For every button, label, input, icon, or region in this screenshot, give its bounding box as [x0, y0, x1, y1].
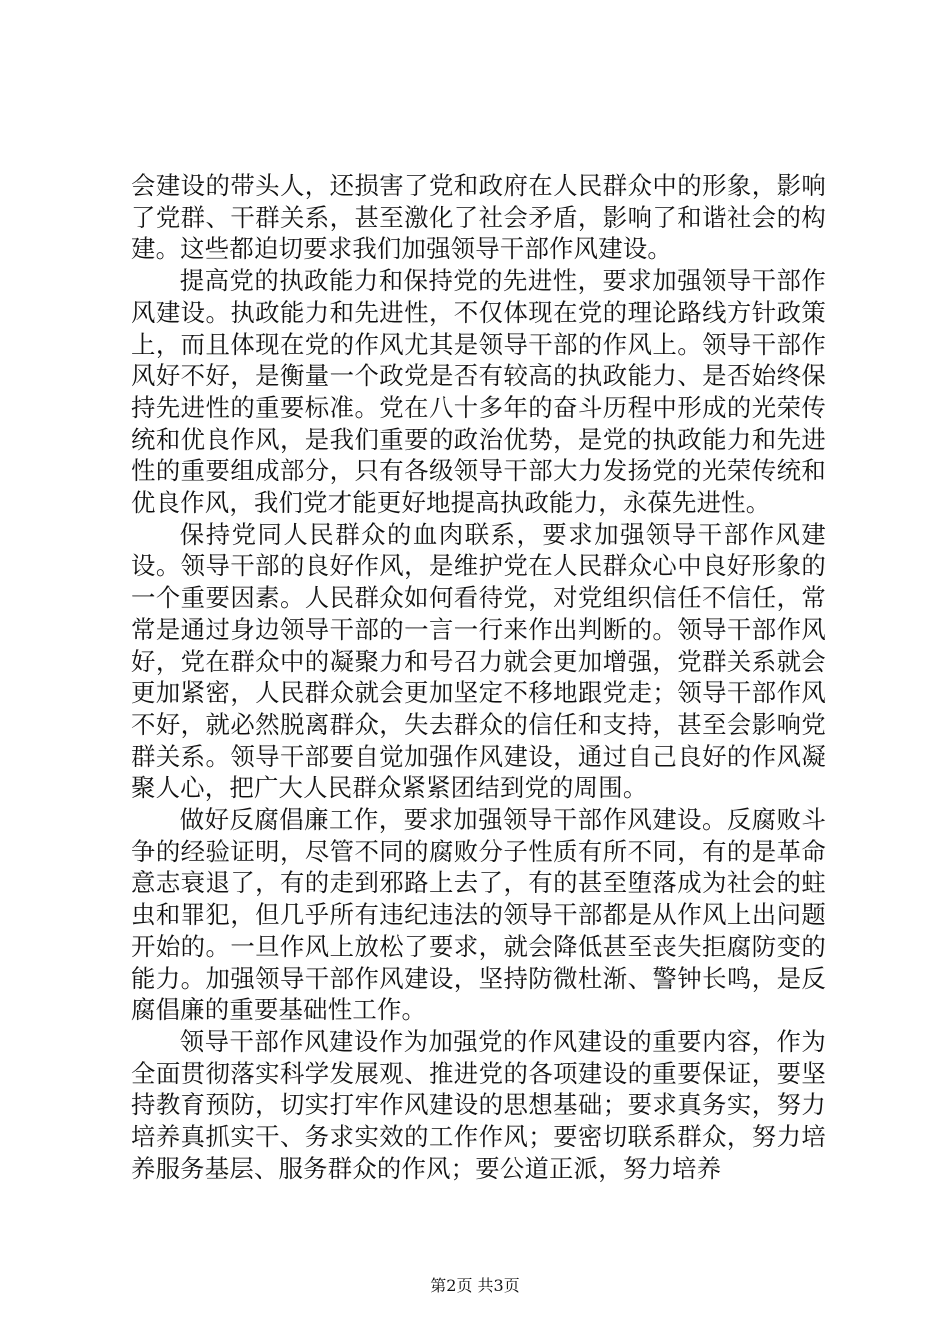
page-number-footer: 第2页 共3页 [430, 1276, 520, 1295]
document-body [131, 170, 826, 1185]
paragraph-continuation: 会建设的带头人，还损害了党和政府在人民群众中的形象，影响了党群、干群关系，甚至激化了社会矛盾，影响了和谐社会的构建。这些都迫切要求我们加强领导干部作风建设。 [131, 171, 826, 264]
paragraph: 保持党同人民群众的血肉联系，要求加强领导干部作风建设。领导干部的良好作风，是维护党在人民群众心中良好形象的一个重要因素。人民群众如何看待党，对党组织信任不信任，常常是通过身边领导干部的一言一行来作出判断的。领导干部作风好，党在群众中的凝聚力和号召力就会更加增强，党群关系就会更加紧密，人民群众就会更加坚定不移地跟党走；领导干部作风不好，就必然脱离群众，失去群众的信任和支持，甚至会影响党群关系。领导干部要自觉加强作风建设，通过自己良好的作风凝聚人心，把广大人民群众紧紧团结到党的周围。 [131, 519, 826, 803]
paragraph: 提高党的执政能力和保持党的先进性，要求加强领导干部作风建设。执政能力和先进性，不仅体现在党的理论路线方针政策上，而且体现在党的作风尤其是领导干部的作风上。领导干部作风好不好，是衡量一个政党是否有较高的执政能力、是否始终保持先进性的重要标准。党在八十多年的奋斗历程中形成的光荣传统和优良作风，是我们重要的政治优势，是党的执政能力和先进性的重要组成部分，只有各级领导干部大力发扬党的光荣传统和优良作风，我们党才能更好地提高执政能力，永葆先进性。 [131, 266, 826, 518]
paragraph: 领导干部作风建设作为加强党的作风建设的重要内容，作为全面贯彻落实科学发展观、推进党的各项建设的重要保证，要坚持教育预防，切实打牢作风建设的思想基础；要求真务实，努力培养真抓实干、务求实效的工作作风；要密切联系群众，努力培养服务基层、服务群众的作风；要公道正派，努力培养 [131, 1026, 826, 1183]
paragraph: 做好反腐倡廉工作，要求加强领导干部作风建设。反腐败斗争的经验证明，尽管不同的腐败分子性质有所不同，有的是革命意志衰退了，有的走到邪路上去了，有的甚至堕落成为社会的蛀虫和罪犯，但几乎所有违纪违法的领导干部都是从作风上出问题开始的。一旦作风上放松了要求，就会降低甚至丧失拒腐防变的能力。加强领导干部作风建设，坚持防微杜渐、警钟长鸣，是反腐倡廉的重要基础性工作。 [131, 805, 826, 1025]
